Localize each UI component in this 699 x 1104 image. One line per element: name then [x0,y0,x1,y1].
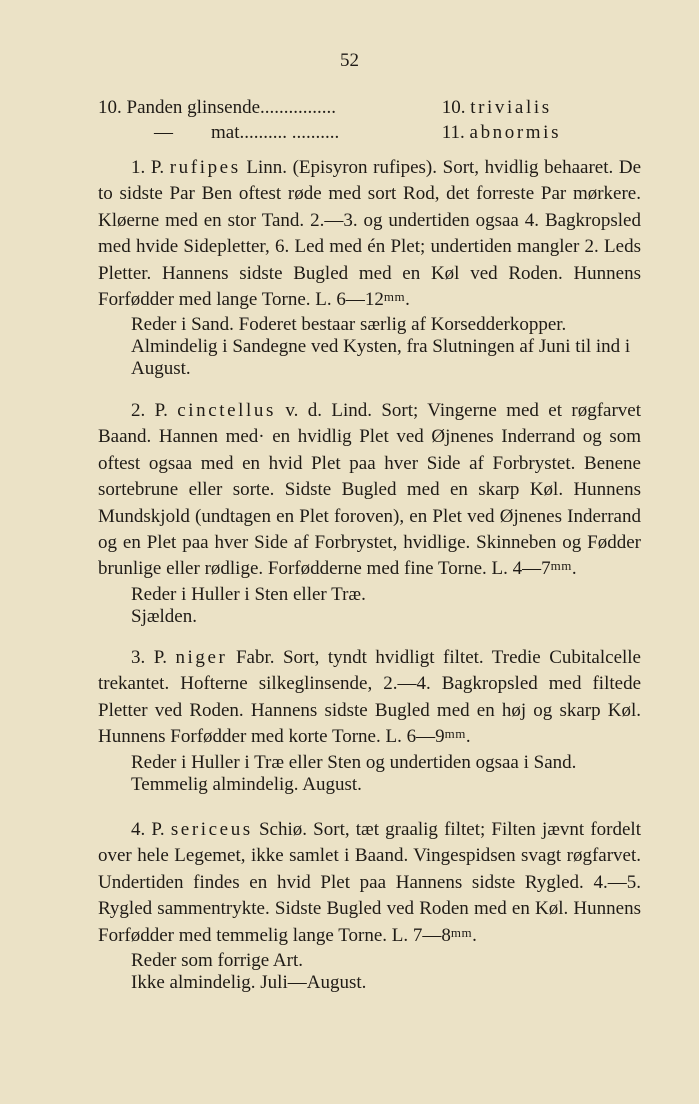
species-entry-sericeus [98,817,641,994]
key-line-10: 10. Panden glinsende................ 10. trivialis [98,97,552,118]
species-entry-niger [98,645,641,796]
species-note: Almindelig i Sandegne ved Kysten, fra Slutningen af Juni til ind i August. [131,336,631,380]
species-note: Ikke almindelig. Juli—August. [131,972,367,994]
species-description: 2. P. cinctellus v. d. Lind. Sort; Vingerne med et røgfarvet Baand. Hannen med· en hvidlig Plet ved Øjnenes Inderrand og som oftest ogsaa med en hvid Plet paa hver Side af Forbrystet. Benene sortebrune eller sorte. Sidste Bugled med en skarp Køl. Hunnens Mundskjold (undtagen en Plet foroven), en Plet ved Øjnenes Inderrand og en Plet paa hver Side af Forbrystet, hvidlige. Skinneben og Fødder brunlige eller rødlige. Forfødderne med fine Torne. L. $4—7^{mm}$. [98,400,641,580]
key-line-11: — mat.......... .......... 11. abnormis [154,122,562,143]
species-note: Sjælden. [131,605,197,627]
species-entry-cinctellus [98,398,641,628]
species-note: Reder i Huller i Træ eller Sten og undertiden ogsaa i Sand. [131,751,577,773]
species-entry-rufipes [98,155,641,380]
species-note: Reder i Huller i Sten eller Træ. [131,583,366,605]
species-note: Temmelig almindelig. August. [131,773,362,795]
species-description: 3. P. niger Fabr. Sort, tyndt hvidligt filtet. Tredie Cubitalcelle trekantet. Hofterne silkeglinsende, 2.—4. Bagkropsled med filtede Pletter ved Roden. Hannens sidste Bugled med en høj og skarp Køl. Hunnens Forfødder med korte Torne. L. $6—9^{mm}$. [98,647,641,748]
species-description: 4. P. sericeus Schiø. Sort, tæt graalig filtet; Filten jævnt fordelt over hele Legemet, ikke samlet i Baand. Vingespidsen svagt røgfarvet. Undertiden findes en hvid Plet paa Hannens sidste Rygled. 4.—5. Rygled sammentrykte. Sidste Bugled ved Roden med en Køl. Hunnens Forfødder med temmelig lange Torne. L. $7—8^{mm}$. [98,819,641,946]
species-description: 1. P. rufipes Linn. (Episyron rufipes). Sort, hvidlig behaaret. De to sidste Par Ben oftest røde med sort Rod, det forreste Par mørkere. Kløerne med en stor Tand. 2.—3. og undertiden ogsaa 4. Bagkropsled med hvide Sidepletter, 6. Led med én Plet; undertiden mangler 2. Leds Pletter. Hannens sidste Bugled med en Køl ved Roden. Hunnens Forfødder med lange Torne. L. $6—12^{mm}$. [98,157,642,311]
species-note: Reder som forrige Art. [131,950,304,972]
species-note: Reder i Sand. Foderet bestaar særlig af Korsedderkopper. [131,314,567,336]
page-number: 52 [340,50,359,71]
